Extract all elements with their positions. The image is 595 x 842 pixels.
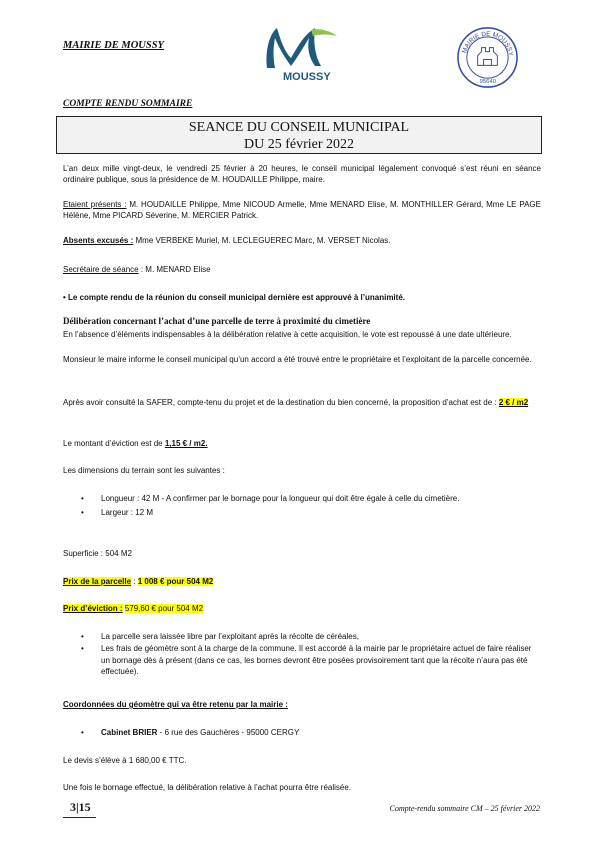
presents-paragraph [63,199,541,222]
intro-paragraph: L’an deux mille vingt-deux, le vendredi 25 février à 20 heures, le conseil municipal légalement convoqué s’est réuni en séance ordinaire publique, sous la présidence de M. HOUDAILLE Philippe, maire. [63,164,541,185]
dimension-largeur: • Largeur : 12 M [63,507,513,518]
eviction-amount [63,438,541,449]
seal-top-text: MAIRIE DE MOUSSY [461,30,515,57]
geometre-item [63,727,541,738]
secretaire-label: Secrétaire de séance [63,265,139,274]
prix-eviction [63,603,541,614]
eviction-price: 1,15 € / m2. [164,439,208,448]
mairie-seal-icon [456,26,519,89]
footer-divider [63,817,96,818]
presents-label: Etaient présents : [63,200,127,209]
geometre-name: Cabinet BRIER [101,728,158,737]
approval-statement: • Le compte rendu de la réunion du conseil municipal dernière est approuvé à l’unanimité. [63,293,405,302]
superficie: Superficie : 504 M2 [63,549,132,558]
seance-title: SEANCE DU CONSEIL MUNICIPAL [188,120,410,135]
deliberation-p2: Monsieur le maire informe le conseil municipal qu’un accord a été trouvé entre le propriétaire et l’exploitant de la parcelle concernée. [63,355,532,364]
absents-label: Absents excusés : [63,236,134,245]
footer-text: Compte-rendu sommaire CM – 25 février 2022 [389,804,540,813]
conditions-list [63,631,533,677]
condition-item: • La parcelle sera laissée libre par l’exploitant après la récolte de céréales, [63,631,533,642]
deliberation-p1: En l’absence d’éléments indispensables à la délibération relative à cette acquisition, le vote est repoussé à une date ultérieure. [63,330,512,339]
page-number: 3|15 [70,800,91,814]
achat-price: 2 € / m2 [498,398,529,407]
devis: Le devis s’élève à 1 680,00 € TTC. [63,756,187,765]
condition-item: • Les frais de géomètre sont à la charge de la commune. Il est accordé à la mairie par le propriétaire actuel de faire réaliser un bornage dès à présent (dans ce cas, les bornes devront être posées provisoirement tant que la récolte n’aura pas été effectuée). [63,643,533,677]
seal-bottom-text: 95640 [479,79,497,86]
dimensions-list [63,493,513,519]
prix-parcelle-label: Prix de la parcelle [63,577,132,586]
dimension-longueur: • Longueur : 42 M - A confirmer par le bornage pour la longueur qui doit être égale à celle du cimetière. [63,493,513,504]
absents-list: Mme VERBEKE Muriel, M. LECLEGUEREC Marc, M. VERSET Nicolas. [133,236,391,245]
prix-eviction-value: 579,60 € pour 504 M2 [124,604,204,613]
geometre-list [63,727,541,738]
mairie-heading: MAIRIE DE MOUSSY [63,40,164,51]
deliberation-heading: Délibération concernant l’achat d’une parcelle de terre à proximité du cimetière [63,316,371,326]
eviction-text: Le montant d’éviction est de [63,439,165,448]
geometre-heading: Coordonnées du géomètre qui va être retenu par la mairie : [63,700,288,709]
achat-text: Après avoir consulté la SAFER, compte-tenu du projet et de la destination du bien concerné, la proposition d’achat est de : [63,398,499,407]
prix-parcelle [63,576,541,587]
compte-rendu-heading: COMPTE RENDU SOMMAIRE [63,99,193,109]
geometre-address: - 6 rue des Gauchères - 95000 CERGY [157,728,300,737]
achat-proposition [63,397,541,408]
final-statement: Une fois le bornage effectué, la délibération relative à l’achat pourra être réalisée. [63,783,352,792]
prix-parcelle-value: 1 008 € pour 504 M2 [137,577,214,586]
secretaire-name: : M. MENARD Elise [138,265,211,274]
prix-parcelle-sep: : [131,577,138,586]
presents-list: M. HOUDAILLE Philippe, Mme NICOUD Armelle, Mme MENARD Elise, M. MONTHILLER Gérard, Mme LE PAGE Hélène, Mme PICARD Séverine, M. MERCIER Patrick. [63,200,541,221]
absents-paragraph [63,235,541,246]
seance-date: DU 25 février 2022 [243,137,355,152]
moussy-logo [245,22,360,84]
logo-text: MOUSSY [283,71,331,83]
prix-eviction-label: Prix d’éviction : [63,604,123,613]
dimensions-intro: Les dimensions du terrain sont les suivantes : [63,466,225,475]
secretaire-paragraph [63,264,541,275]
seance-title-box [56,116,542,154]
